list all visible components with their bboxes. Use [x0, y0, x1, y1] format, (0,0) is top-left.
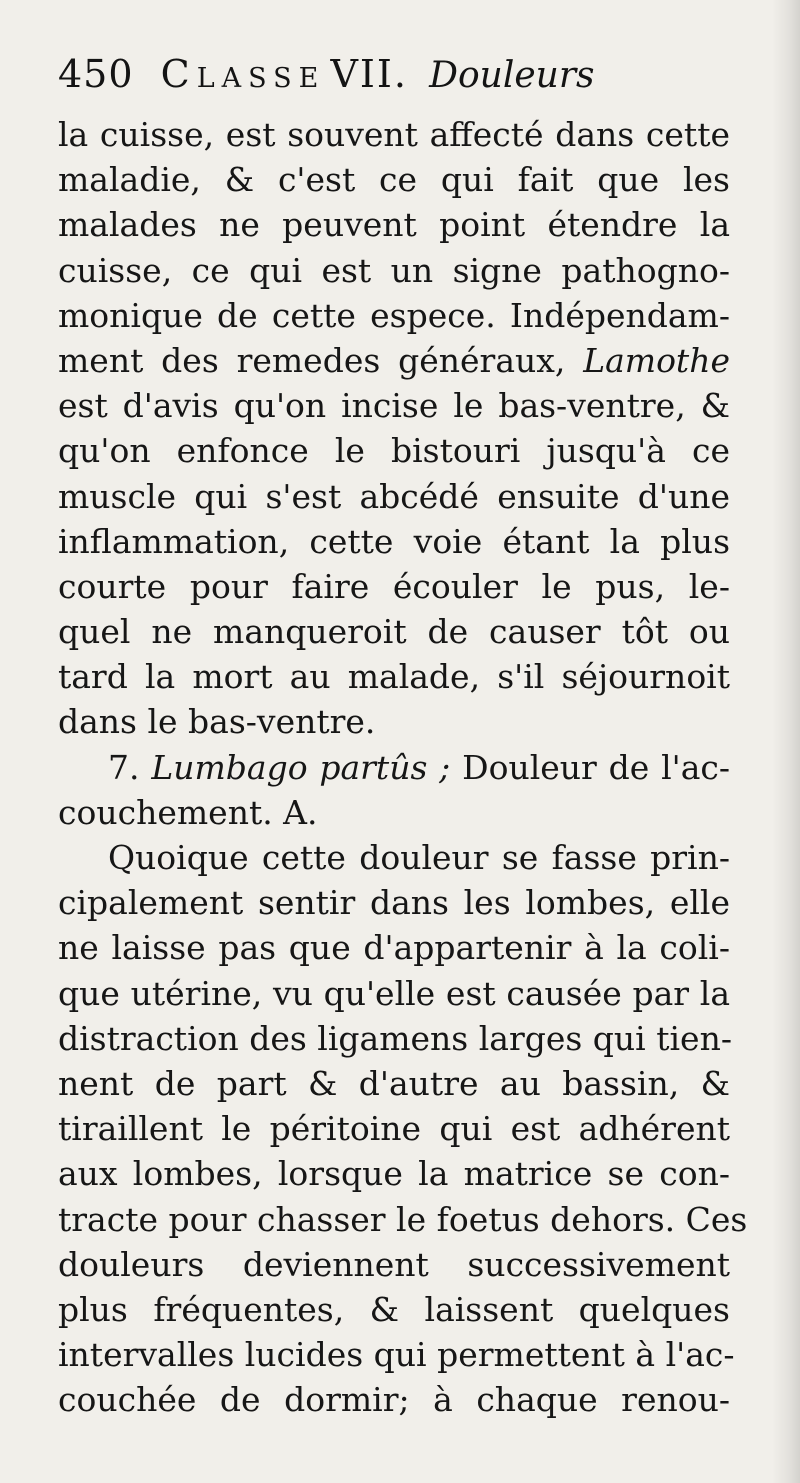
- text-line: quel ne manqueroit de causer tôt ou: [58, 612, 730, 652]
- text-line: intervalles lucides qui permettent à l'ac-: [58, 1335, 735, 1375]
- page-number: 450: [58, 52, 134, 96]
- text-line-with-author: [58, 338, 730, 383]
- section-heading: [58, 745, 730, 790]
- text-line: couchement. A.: [58, 792, 318, 832]
- text-line: dans le bas-ventre.: [58, 702, 376, 742]
- text-line: malades ne peuvent point étendre la: [58, 205, 730, 245]
- author-name-italic: Lamothe: [583, 340, 730, 380]
- text-line: qu'on enfonce le bistouri jusqu'à ce: [58, 431, 730, 471]
- text-line: douleurs deviennent successivement: [58, 1244, 730, 1284]
- section-title-french: Douleur de l'ac-: [462, 747, 731, 787]
- text-line: plus fréquentes, & laissent quelques: [58, 1289, 730, 1329]
- text-line: nent de part & d'autre au bassin, &: [58, 1063, 730, 1103]
- text-line: cipalement sentir dans les lombes, elle: [58, 883, 730, 923]
- text-line: ne laisse pas que d'appartenir à la coli-: [58, 928, 730, 968]
- paragraph-first-line: Quoique cette douleur se fasse prin-: [108, 838, 730, 877]
- text-line: que utérine, vu qu'elle est causée par la: [58, 973, 730, 1013]
- running-header: [58, 52, 738, 102]
- text-line: est d'avis qu'on incise le bas-ventre, &: [58, 386, 730, 426]
- text-line: tiraillent le péritoine qui est adhérent: [58, 1109, 730, 1149]
- header-classe: Classe: [160, 52, 326, 96]
- text-line: monique de cette espece. Indépendam-: [58, 295, 730, 335]
- text-line: courte pour faire écouler le pus, le-: [58, 566, 730, 606]
- text-line: muscle qui s'est abcédé ensuite d'une: [58, 476, 730, 516]
- text-line: maladie, & c'est ce qui fait que les: [58, 160, 730, 200]
- header-topic: Douleurs: [429, 55, 595, 96]
- body-text: [58, 112, 748, 1422]
- text-line: tracte pour chasser le foetus dehors. Ces: [58, 1199, 748, 1239]
- text-line: couchée de dormir; à chaque renou-: [58, 1380, 730, 1420]
- text-line: distraction des ligamens larges qui tien-: [58, 1018, 732, 1058]
- text-line: tard la mort au malade, s'il séjournoit: [58, 657, 730, 697]
- text-line: cuisse, ce qui est un signe pathogno-: [58, 250, 730, 290]
- header-classe-number: VII.: [330, 52, 408, 96]
- text-line-segment: ment des remedes généraux,: [58, 340, 566, 380]
- section-number: 7.: [108, 747, 140, 787]
- page-gutter-shadow: [772, 0, 800, 1483]
- text-line: inflammation, cette voie étant la plus: [58, 521, 730, 561]
- section-title-italic: Lumbago partûs ;: [151, 747, 451, 787]
- text-line: la cuisse, est souvent affecté dans cette: [58, 115, 730, 154]
- text-line: aux lombes, lorsque la matrice se con-: [58, 1154, 730, 1194]
